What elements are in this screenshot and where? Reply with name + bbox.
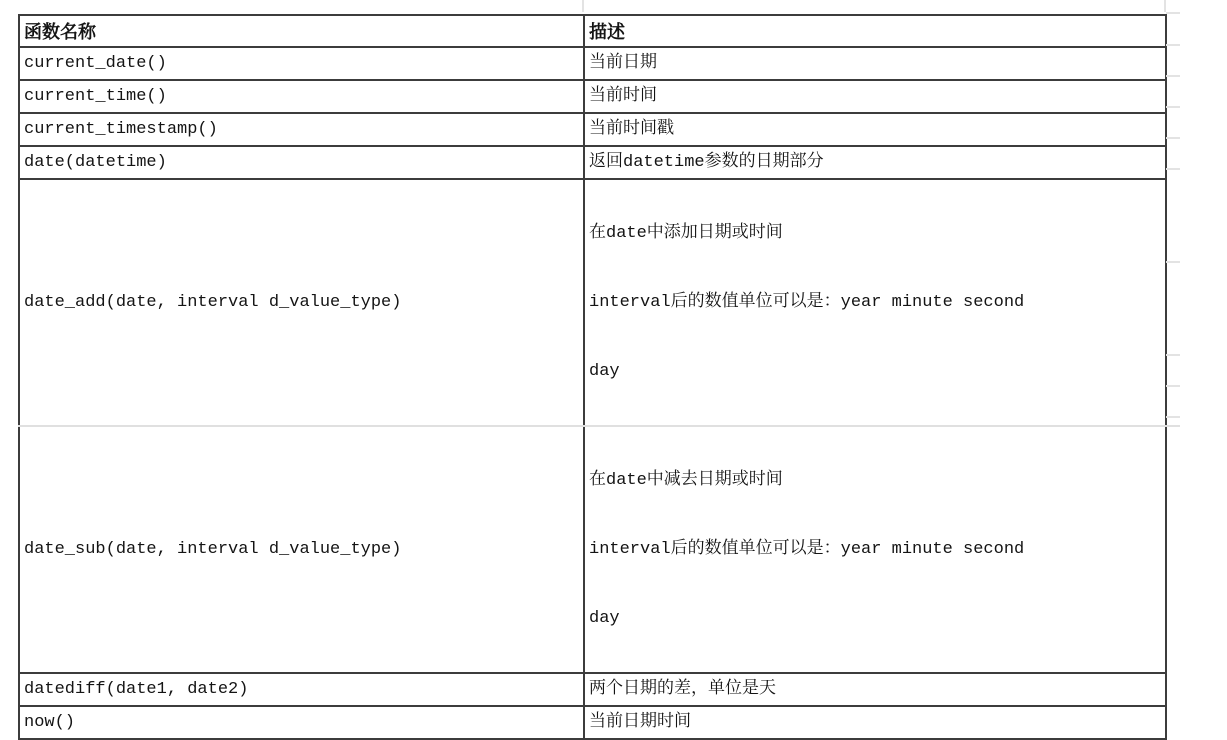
table-row	[19, 146, 1166, 179]
gridline-stub-vertical	[582, 0, 584, 12]
description-line: 当前时间	[589, 87, 657, 106]
description-line: 在date中添加日期或时间	[589, 224, 783, 243]
gridline-stub	[1166, 12, 1180, 14]
function-name-cell: date(datetime)	[19, 146, 584, 179]
table-row	[19, 426, 1166, 673]
gridline-stub	[1166, 106, 1180, 108]
gridline-stub-vertical	[1164, 0, 1166, 12]
function-name-cell: datediff(date1, date2)	[19, 673, 584, 706]
table-row	[19, 113, 1166, 146]
description-cell	[584, 673, 1166, 706]
description-line: 在date中减去日期或时间	[589, 471, 783, 490]
description-cell	[584, 80, 1166, 113]
function-name-cell: date_sub(date, interval d_value_type)	[19, 426, 584, 673]
description-line: day	[589, 609, 620, 628]
header-row	[19, 15, 1166, 47]
date-functions-table	[18, 14, 1167, 740]
description-line: 当前时间戳	[589, 120, 674, 139]
table-row	[19, 80, 1166, 113]
function-name-cell: date_add(date, interval d_value_type)	[19, 179, 584, 426]
function-name-cell: current_date()	[19, 47, 584, 80]
description-cell	[584, 146, 1166, 179]
column-header-function-name: 函数名称	[19, 15, 584, 47]
column-header-description: 描述	[584, 15, 1166, 47]
gridline-stub	[1166, 137, 1180, 139]
gridline-stub	[1166, 416, 1180, 418]
description-line: 两个日期的差，单位是天	[589, 680, 776, 699]
table-row	[19, 47, 1166, 80]
description-line: 返回datetime参数的日期部分	[589, 153, 824, 172]
description-line: interval后的数值单位可以是：year minute second	[589, 540, 1025, 559]
description-cell	[584, 706, 1166, 739]
description-line: day	[589, 362, 620, 381]
function-name-cell: current_timestamp()	[19, 113, 584, 146]
table-row	[19, 706, 1166, 739]
gridline-stub	[1166, 385, 1180, 387]
table-row	[19, 179, 1166, 426]
description-line: 当前日期时间	[589, 713, 691, 732]
description-cell	[584, 113, 1166, 146]
table-row	[19, 673, 1166, 706]
description-cell	[584, 426, 1166, 673]
function-name-cell: current_time()	[19, 80, 584, 113]
description-cell	[584, 47, 1166, 80]
description-line: 当前日期	[589, 54, 657, 73]
gridline-stub	[1166, 75, 1180, 77]
description-line: interval后的数值单位可以是：year minute second	[589, 293, 1025, 312]
gridline-bottom	[18, 425, 1180, 427]
gridline-stub	[1166, 168, 1180, 170]
gridline-stub	[1166, 44, 1180, 46]
description-cell	[584, 179, 1166, 426]
gridline-stub	[1166, 261, 1180, 263]
gridline-stub	[1166, 354, 1180, 356]
function-name-cell: now()	[19, 706, 584, 739]
